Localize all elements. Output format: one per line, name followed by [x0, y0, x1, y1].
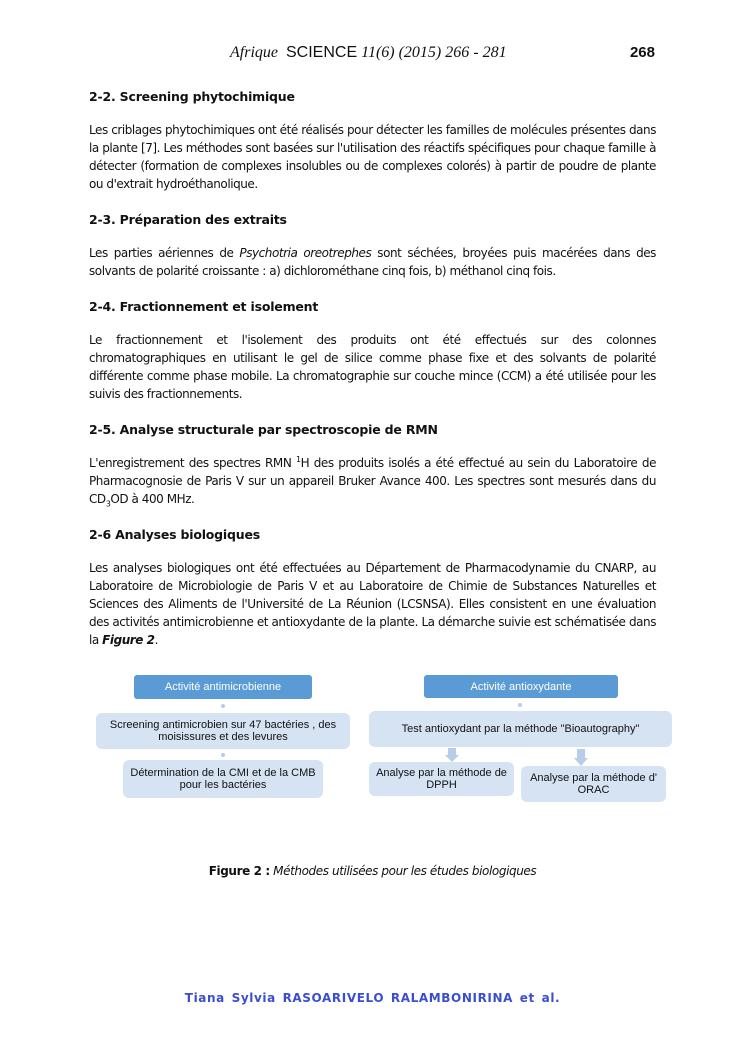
antioxidant-activity-box: Activité antioxydante [424, 675, 618, 698]
article-body [89, 88, 656, 667]
dpph-box: Analyse par la méthode de DPPH [369, 762, 514, 796]
connector-dot [518, 703, 522, 707]
section-title: 2-3. Préparation des extraits [89, 212, 287, 227]
antimicrobial-screening-box: Screening antimicrobien sur 47 bactéries , des moisissures et des levures [96, 713, 350, 749]
species-name: Psychotria oreotrephes [239, 246, 372, 260]
page-number: 268 [629, 44, 655, 61]
page-footer-authors: Tiana Sylvia RASOARIVELO RALAMBONIRINA et al. [184, 991, 561, 1005]
figure-caption-text: Méthodes utilisées pour les études biologiques [273, 864, 537, 878]
antimicrobial-activity-box: Activité antimicrobienne [134, 675, 312, 699]
figure-caption [0, 864, 745, 878]
section-title: 2-4. Fractionnement et isolement [89, 299, 319, 314]
cmi-cmb-box: Détermination de la CMI et de la CMB pour les bactéries [123, 760, 323, 798]
bioautography-test-box: Test antioxydant par la méthode "Bioautography" [369, 711, 672, 747]
section-paragraph: L'enregistrement des spectres RMN $^1$H des produits isolés a été effectué au sein du Laboratoire de Pharmacognosie de Paris V sur un appareil Bruker Avance 400. Les spectres sont mesurés dans du $CD_3OD$ à 400 MHz. [89, 455, 657, 509]
section-paragraph: Le fractionnement et l'isolement des produits ont été effectués sur des colonnes chromatographiques en utilisant le gel de silice comme phase fixe et des solvants de polarité différente comme phase mobile. La chromatographie sur couche mince (CCM) a été utilisée pour les suivis des fractionnements. [89, 333, 656, 401]
section-title: 2-5. Analyse structurale par spectroscopie de RMN [89, 422, 438, 437]
section-title: 2-2. Screening phytochimique [89, 89, 295, 104]
figure-label: Figure 2 : [208, 864, 270, 878]
section-paragraph: Les analyses biologiques ont été effectuées au Département de Pharmacodynamie du CNARP, au Laboratoire de Microbiologie de Paris V et au Laboratoire de Chimie de Substances Naturelles et Sciences des Aliments de l'Université de La Réunion (LCSNSA). Elles consistent en une évaluation des activités antimicrobienne et antioxydante de la plante. La démarche suivie est schématisée dans la Figure 2. [89, 561, 656, 647]
section-title: 2-6 Analyses biologiques [89, 527, 260, 542]
section-paragraph: Les parties aériennes de Psychotria oreotrephes sont séchées, broyées puis macérées dans des solvants de polarité croissante : a) dichlorométhane cinq fois, b) méthanol cinq fois. [89, 246, 656, 278]
orac-box: Analyse par la méthode d' ORAC [521, 766, 666, 802]
section-paragraph: Les criblages phytochimiques ont été réalisés pour détecter les familles de molécules présentes dans la plante [7]. Les méthodes sont basées sur l'utilisation des réactifs spécifiques pour chaque famille à détecter (formation de complexes insolubles ou de complexes colorés) à partir de poudre de plante ou d'extrait hydroéthanolique. [89, 123, 656, 191]
connector-dot [221, 753, 225, 757]
connector-dot [221, 704, 225, 708]
figure-reference: Figure 2 [102, 633, 155, 647]
page-header [0, 44, 745, 66]
journal-title: Afrique SCIENCE 11(6) (2015) 266 - 281 [230, 44, 507, 61]
